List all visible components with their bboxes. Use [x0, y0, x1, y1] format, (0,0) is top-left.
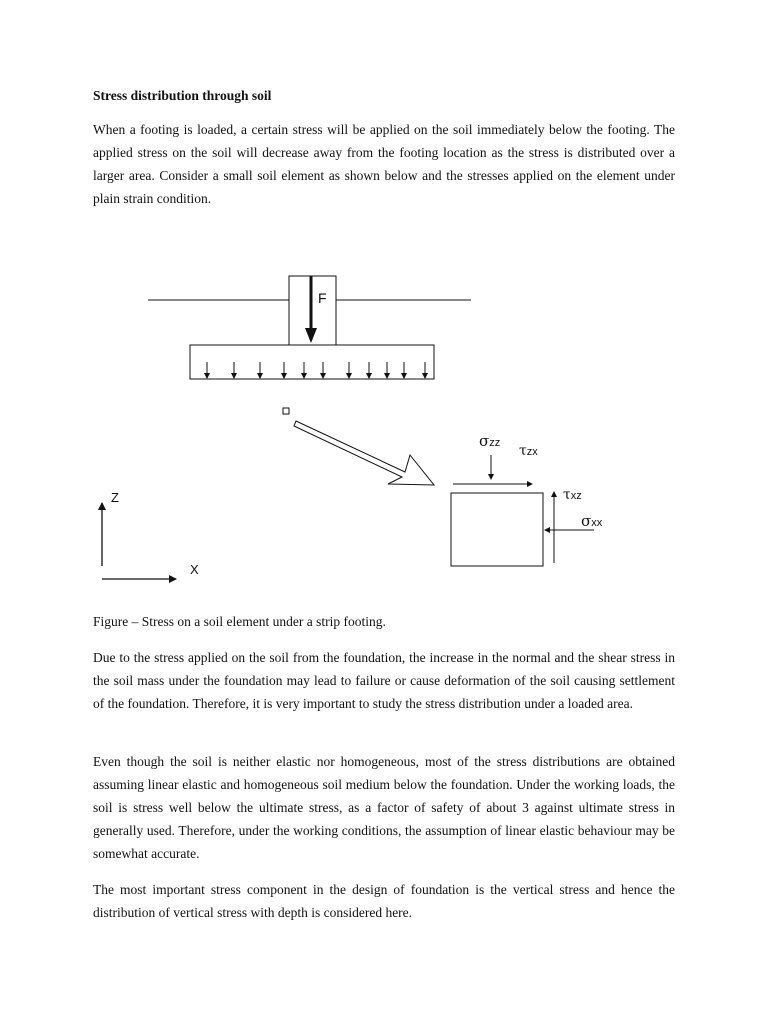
load-label: F [318, 290, 327, 306]
tau-zx-label: τzx [519, 443, 538, 459]
zoom-arrow [294, 421, 434, 485]
paragraph-intro: When a footing is loaded, a certain stress will be applied on the soil immediately below the footing. The applied stress on the soil will decrease away from the footing location as the stress is distributed over a larger area. Consider a small soil element as shown below and the stresses applied on the element under plain strain condition. [93, 122, 675, 206]
x-axis-label: X [190, 562, 199, 577]
soil-element [451, 493, 543, 566]
sigma-zz-label: σzz [479, 432, 501, 450]
footing-base [190, 345, 434, 379]
sigma-xx-label: σxx [581, 512, 603, 530]
tau-xz-label: τxz [563, 487, 582, 503]
z-axis-label: Z [111, 490, 119, 505]
paragraph-elastic-assumption: Even though the soil is neither elastic nor homogeneous, most of the stress distributions are obtained assuming linear elastic and homogeneous soil medium below the foundation. Under the working loads, the soil is stress well below the ultimate stress, as a factor of safety of about 3 against ultimate stress in generally used. Therefore, under the working conditions, the assumption of linear elastic behaviour may be somewhat accurate. [93, 754, 675, 861]
soil-element-marker [283, 408, 289, 414]
figure-caption: Figure – Stress on a soil element under a strip footing. [93, 614, 386, 629]
paragraph-vertical-stress: The most important stress component in the design of foundation is the vertical stress and hence the distribution of vertical stress with depth is considered here. [93, 882, 675, 920]
paragraph-stress-effects: Due to the stress applied on the soil from the foundation, the increase in the normal and the shear stress in the soil mass under the foundation may lead to failure or cause deformation of the soil causing settlement of the foundation. Therefore, it is very important to study the stress distribution under a loaded area. [93, 650, 675, 711]
pressure-arrows [207, 362, 425, 378]
section-heading: Stress distribution through soil [93, 88, 272, 103]
load-arrow-head [305, 328, 317, 343]
